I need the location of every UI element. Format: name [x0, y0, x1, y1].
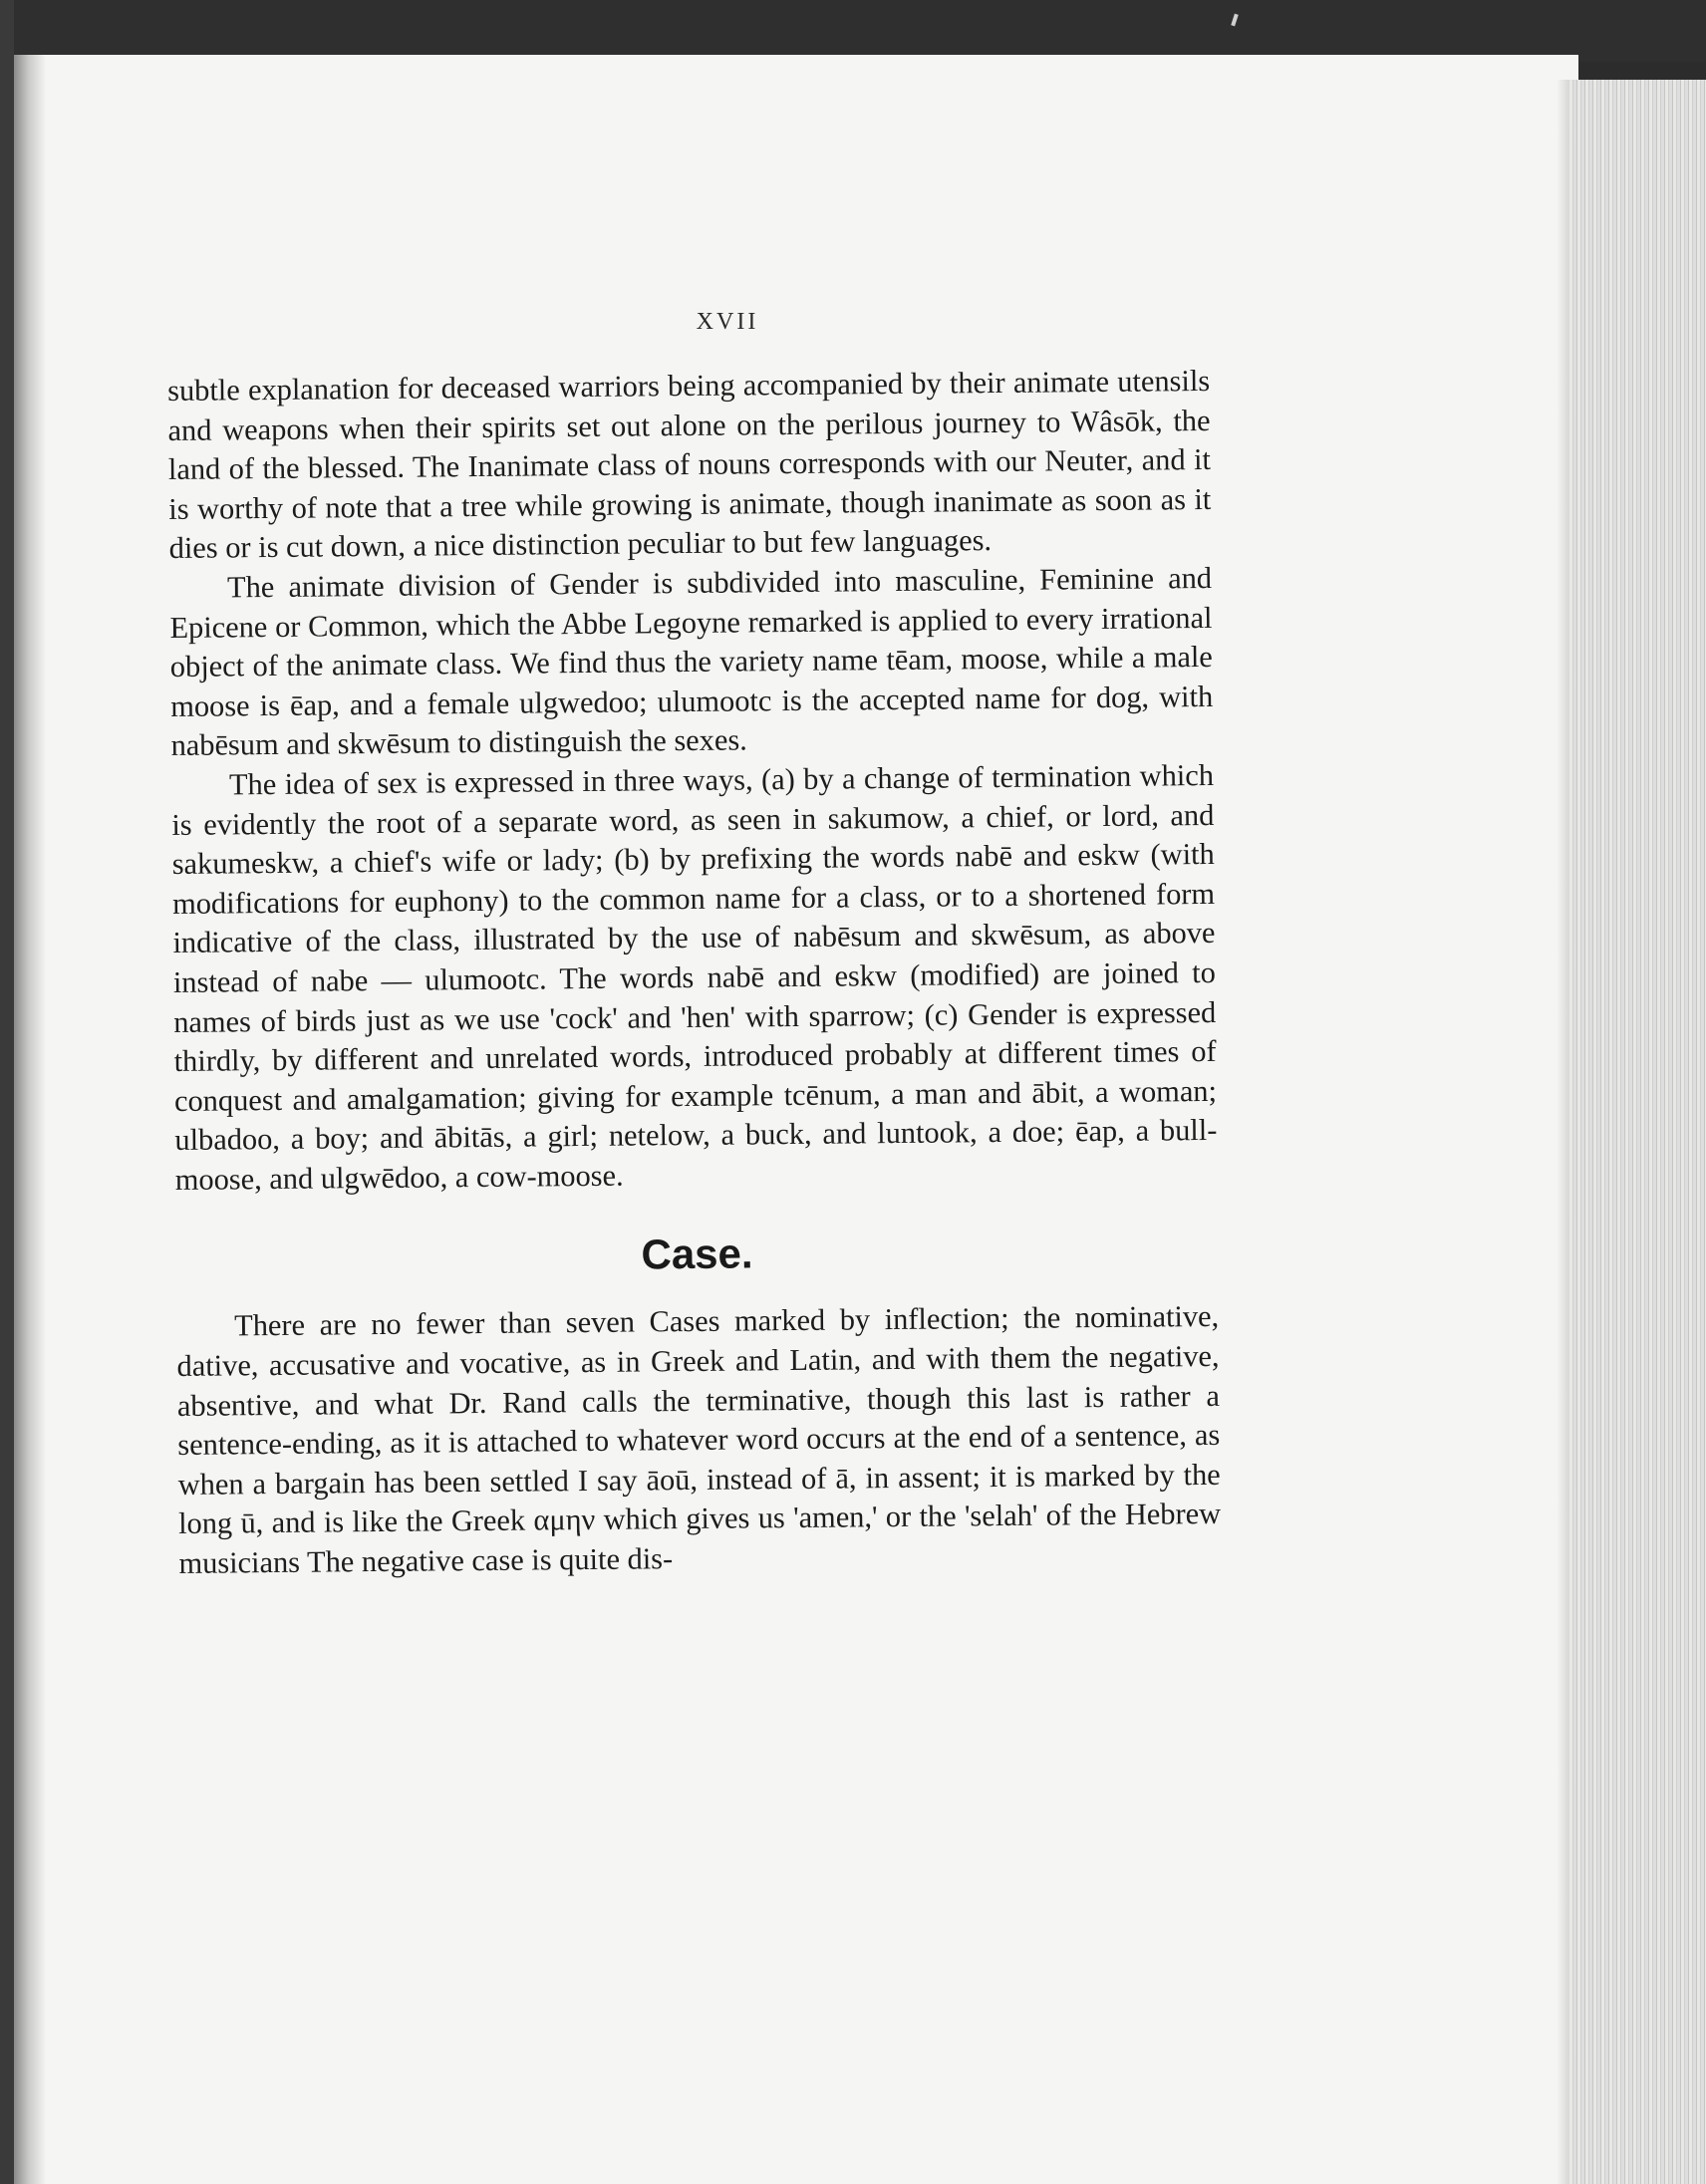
- paragraph-gender-division: The animate division of Gender is subdivided into masculine, Feminine and Epicene or Common, which the Abbe Legoyne remarked is applied to every irrational object of the animate class. We find thus the variety name tēam, moose, while a male moose is ēap, and a female ulgwedoo; ulumootc is the accepted name for dog, with nabēsum and skwēsum to distinguish the sexes.: [169, 560, 1214, 763]
- paragraph-continuation: subtle explanation for deceased warriors being accompanied by their animate utensils and weapons when their spirits set out alone on the perilous journey to Wâsōk, the land of the blessed. The Inanimate class of nouns corresponds with our Neuter, and it is worthy of note that a tree while growing is animate, though inanimate as soon as it dies or is cut down, a nice distinction peculiar to but few languages.: [167, 363, 1212, 566]
- gutter-shadow: [14, 55, 46, 2184]
- scan-left-border: [0, 0, 14, 2184]
- section-heading-case: Case.: [641, 1229, 753, 1278]
- page-content: [167, 362, 1222, 1584]
- page-number: XVII: [696, 309, 759, 335]
- paragraph-sex-expression: The idea of sex is expressed in three ways, (a) by a change of termination which is evidently the root of a separate word, as seen in sakumow, a chief, or lord, and sakumeskw, a chief's wife or lady; (b) by prefixing the words nabē and eskw (with modifications for euphony) to the common name for a class, or to a shortened form indicative of the class, illustrated by the use of nabēsum and skwēsum, as above instead of nabe — ulumootc. The words nabē and eskw (modified) are joined to names of birds just as we use 'cock' and 'hen' with sparrow; (c) Gender is expressed thirdly, by different and unrelated words, introduced probably at different times of conquest and amalgamation; giving for example tcēnum, a man and ābit, a woman; ulbadoo, a boy; and ābitās, a girl; netelow, a buck, and luntook, a doe; ēap, a bull-moose, and ulgwēdoo, a cow-moose.: [171, 757, 1218, 1197]
- scan-background: [0, 0, 1706, 62]
- page-stack-edges: [1569, 80, 1706, 2184]
- paragraph-case: There are no fewer than seven Cases marked by inflection; the nominative, dative, accusative and vocative, as in Greek and Latin, and with them the negative, absentive, and what Dr. Rand calls the terminative, though this last is rather a sentence-ending, as it is attached to whatever word occurs at the end of a sentence, as when a bargain has been settled I say āoū, instead of ā, in assent; it is marked by the long ū, and is like the Greek αμην which gives us 'amen,' or the 'selah' of the Hebrew musicians The negative case is quite dis-: [176, 1299, 1222, 1580]
